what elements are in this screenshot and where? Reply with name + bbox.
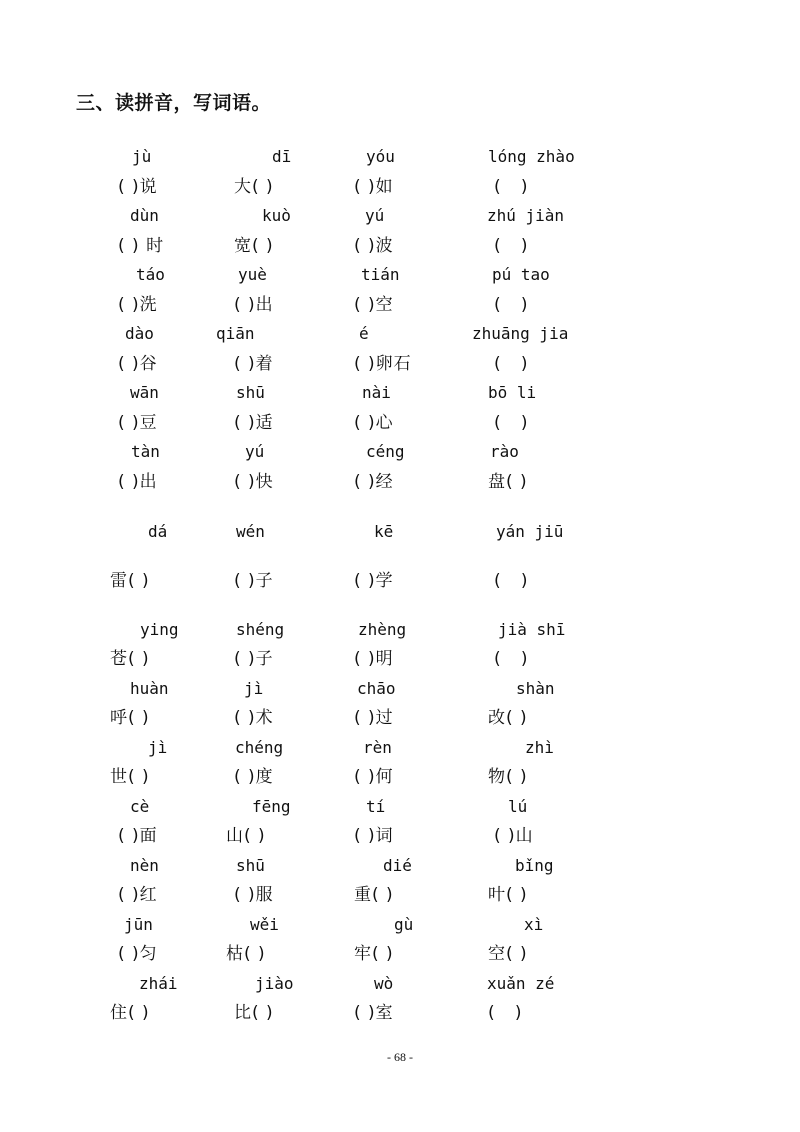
word-blank: 重( ) [354, 885, 394, 905]
word-row [0, 883, 800, 907]
pinyin-label: tí [366, 797, 386, 816]
word-blank: ( ) [494, 236, 529, 256]
pinyin-label: shéng [236, 620, 285, 639]
word-blank: 改( ) [488, 708, 528, 728]
pinyin-label: zhuāng jia [472, 324, 569, 343]
pinyin-label: wān [130, 383, 159, 402]
pinyin-label: pú tao [492, 265, 550, 284]
pinyin-label: xì [524, 915, 544, 934]
word-row [0, 411, 800, 435]
pinyin-row [0, 441, 800, 465]
pinyin-row [0, 521, 800, 545]
word-blank: ( )明 [354, 649, 394, 669]
word-row [0, 234, 800, 258]
pinyin-label: zhú jiàn [487, 206, 565, 225]
word-blank: ( )过 [354, 708, 394, 728]
word-blank: ( )快 [234, 472, 274, 492]
word-row [0, 569, 800, 593]
word-blank: ( ) [494, 571, 529, 591]
pinyin-label: jūn [124, 915, 153, 934]
word-blank: ( )如 [354, 177, 394, 197]
pinyin-row [0, 146, 800, 170]
pinyin-row [0, 323, 800, 347]
word-blank: ( )经 [354, 472, 394, 492]
word-row [0, 470, 800, 494]
pinyin-label: qiān [216, 324, 255, 343]
pinyin-label: céng [366, 442, 405, 461]
pinyin-row [0, 678, 800, 702]
pinyin-row [0, 973, 800, 997]
pinyin-row [0, 205, 800, 229]
word-blank: 宽( ) [234, 236, 274, 256]
word-blank: ( )室 [354, 1003, 394, 1023]
word-blank: ( ) [488, 1003, 523, 1023]
pinyin-label: yuè [238, 265, 267, 284]
pinyin-row [0, 796, 800, 820]
section-title: 三、读拼音，写词语。 [76, 92, 272, 114]
word-blank: ( )心 [354, 413, 394, 433]
pinyin-label: lú [508, 797, 528, 816]
pinyin-label: shū [236, 383, 265, 402]
word-blank: 牢( ) [354, 944, 394, 964]
word-blank: ( )出 [234, 295, 274, 315]
word-row [0, 175, 800, 199]
pinyin-label: dùn [130, 206, 159, 225]
pinyin-label: jì [148, 738, 168, 757]
word-blank: ( )洗 [118, 295, 158, 315]
word-blank: ( )出 [118, 472, 158, 492]
pinyin-label: kē [374, 522, 394, 541]
pinyin-label: shū [236, 856, 265, 875]
word-row [0, 706, 800, 730]
word-blank: ( )子 [234, 571, 274, 591]
pinyin-label: dié [383, 856, 412, 875]
word-blank: ( )词 [354, 826, 394, 846]
word-blank: 大( ) [234, 177, 274, 197]
word-blank: 住( ) [110, 1003, 150, 1023]
pinyin-row [0, 264, 800, 288]
pinyin-row [0, 382, 800, 406]
word-blank: ( )波 [354, 236, 394, 256]
word-blank: 比( ) [234, 1003, 274, 1023]
pinyin-label: wò [374, 974, 394, 993]
word-blank: ( )术 [234, 708, 274, 728]
pinyin-label: lóng zhào [488, 147, 575, 166]
word-blank: ( )谷 [118, 354, 158, 374]
pinyin-row [0, 855, 800, 879]
word-row [0, 824, 800, 848]
word-blank: ( )豆 [118, 413, 158, 433]
pinyin-label: dī [272, 147, 292, 166]
pinyin-label: kuò [262, 206, 291, 225]
pinyin-label: jù [132, 147, 152, 166]
pinyin-label: bō li [488, 383, 537, 402]
word-blank: 空( ) [488, 944, 528, 964]
pinyin-label: táo [136, 265, 165, 284]
word-blank: ( )何 [354, 767, 394, 787]
pinyin-row [0, 619, 800, 643]
word-blank: 雷( ) [110, 571, 150, 591]
word-blank: 世( ) [110, 767, 150, 787]
word-blank: ( )匀 [118, 944, 158, 964]
pinyin-label: zhì [525, 738, 554, 757]
word-blank: ( )卵石 [354, 354, 412, 374]
pinyin-label: jì [244, 679, 264, 698]
pinyin-label: yú [365, 206, 385, 225]
word-row [0, 1001, 800, 1025]
pinyin-label: yú [245, 442, 265, 461]
pinyin-label: dá [148, 522, 168, 541]
pinyin-label: dào [125, 324, 154, 343]
word-blank: ( )适 [234, 413, 274, 433]
word-row [0, 765, 800, 789]
word-blank: ( )着 [234, 354, 274, 374]
pinyin-label: nèn [130, 856, 159, 875]
pinyin-label: é [359, 324, 369, 343]
word-blank: ( ) 时 [118, 236, 165, 256]
pinyin-label: huàn [130, 679, 169, 698]
word-blank: 盘( ) [488, 472, 528, 492]
word-blank: ( )服 [234, 885, 274, 905]
word-blank: ( )面 [118, 826, 158, 846]
word-blank: 物( ) [488, 767, 528, 787]
word-blank: ( )说 [118, 177, 158, 197]
word-blank: ( )子 [234, 649, 274, 669]
word-blank: ( )空 [354, 295, 394, 315]
pinyin-label: chéng [235, 738, 284, 757]
word-blank: 叶( ) [488, 885, 528, 905]
pinyin-label: wěi [250, 915, 279, 934]
page-number: - 68 - [387, 1050, 413, 1064]
pinyin-label: shàn [516, 679, 555, 698]
pinyin-label: tián [361, 265, 400, 284]
pinyin-label: fēng [252, 797, 291, 816]
pinyin-label: bǐng [515, 856, 554, 875]
pinyin-label: rèn [363, 738, 392, 757]
word-blank: 枯( ) [226, 944, 266, 964]
word-blank: ( ) [494, 649, 529, 669]
pinyin-label: tàn [131, 442, 160, 461]
pinyin-label: chāo [357, 679, 396, 698]
word-blank: ( ) [494, 413, 529, 433]
word-row [0, 942, 800, 966]
word-blank: ( )学 [354, 571, 394, 591]
pinyin-label: ying [140, 620, 179, 639]
word-row [0, 352, 800, 376]
pinyin-label: jiào [255, 974, 294, 993]
word-blank: ( ) [494, 354, 529, 374]
pinyin-label: nài [362, 383, 391, 402]
pinyin-label: yán jiū [496, 522, 564, 541]
pinyin-label: zhái [139, 974, 178, 993]
pinyin-label: wén [236, 522, 265, 541]
word-blank: 呼( ) [110, 708, 150, 728]
word-blank: ( ) [494, 295, 529, 315]
word-blank: 苍( ) [110, 649, 150, 669]
word-blank: ( )度 [234, 767, 274, 787]
pinyin-row [0, 914, 800, 938]
pinyin-label: rào [490, 442, 519, 461]
word-blank: ( )红 [118, 885, 158, 905]
pinyin-label: gù [394, 915, 414, 934]
word-blank: ( ) [494, 177, 529, 197]
word-blank: 山( ) [226, 826, 266, 846]
pinyin-label: jià shī [498, 620, 566, 639]
word-row [0, 293, 800, 317]
pinyin-label: yóu [366, 147, 395, 166]
pinyin-label: xuǎn zé [487, 974, 555, 993]
pinyin-label: cè [130, 797, 150, 816]
word-row [0, 647, 800, 671]
word-blank: ( )山 [494, 826, 534, 846]
pinyin-label: zhèng [358, 620, 407, 639]
pinyin-row [0, 737, 800, 761]
